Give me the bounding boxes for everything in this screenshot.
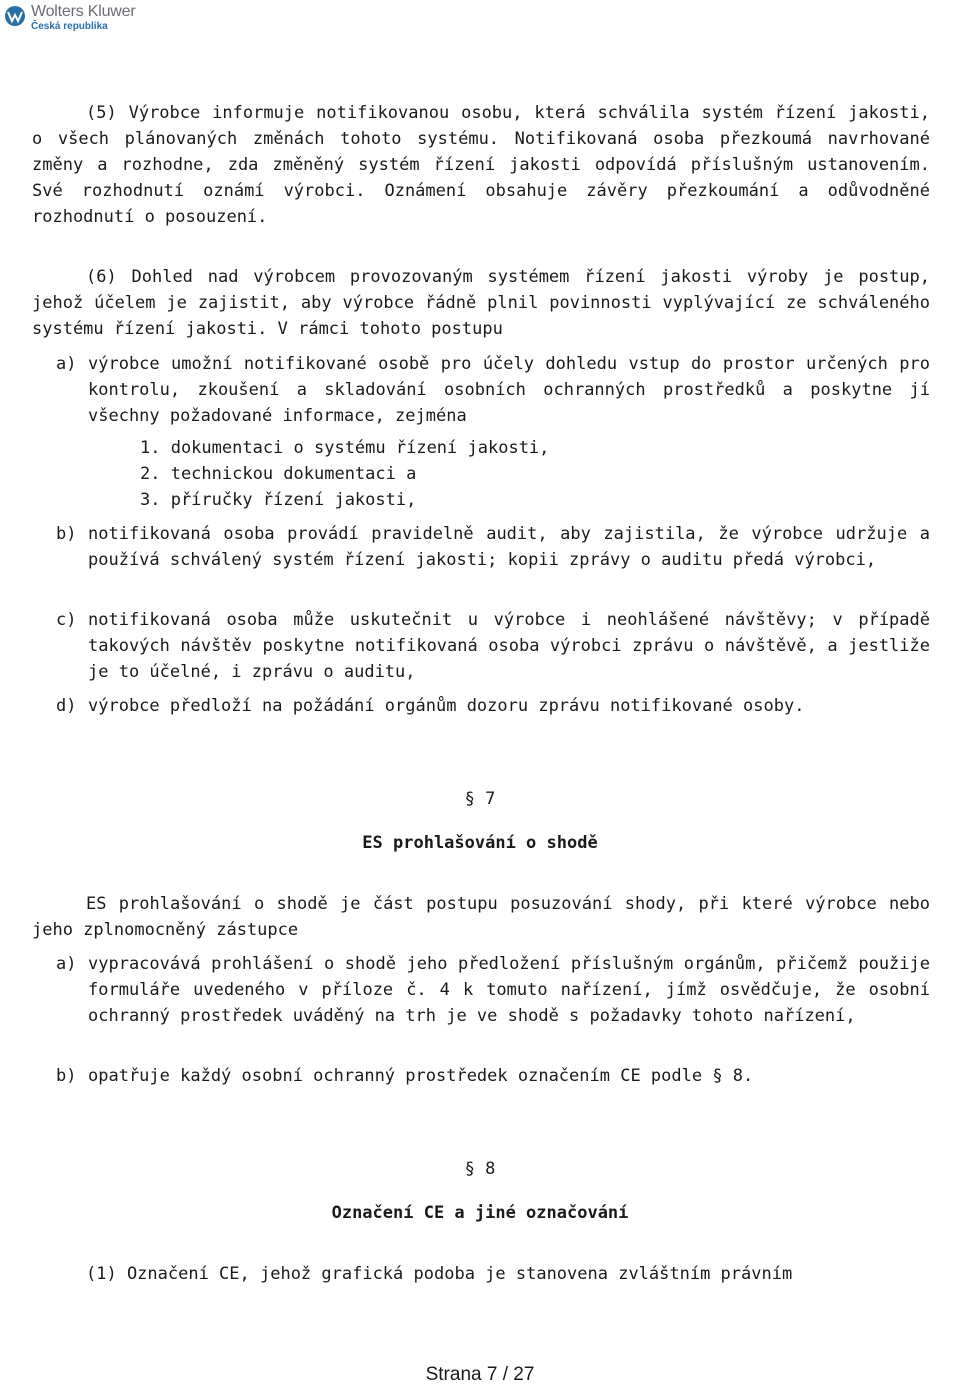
s7-list-item-a	[56, 951, 930, 1029]
list-item-label: a)	[56, 354, 77, 374]
paragraph-5: (5) Výrobce informuje notifikovanou osobu, která schválila systém řízení jakosti, o všech plánovaných změnách tohoto systému. Notifikovaná osoba přezkoumá navrhované změny a rozhodne, zda změněný systém řízení jakosti odpovídá příslušným ustanovením. Své rozhodnutí oznámí výrobci. Oznámení obsahuje závěry přezkoumání a odůvodněné rozhodnutí o posouzení.	[32, 103, 930, 227]
list-item-text: výrobce umožní notifikované osobě pro účely dohledu vstup do prostor určených pro kontrolu, zkoušení a skladování osobních ochranných prostředků a poskytne jí všechny požadované informace, zejména	[88, 354, 930, 426]
s7-list-item-b	[56, 1063, 930, 1089]
list-item-label: b)	[56, 524, 77, 544]
section-sign-7: § 7	[464, 789, 496, 809]
section-title-7: ES prohlašování o shodě	[362, 833, 598, 853]
section-title-8: Označení CE a jiné označování	[331, 1203, 629, 1223]
list-item-text: výrobce předloží na požádání orgánům dozoru zprávu notifikované osoby.	[88, 696, 805, 716]
list-item-text: notifikovaná osoba může uskutečnit u výrobce i neohlášené návštěvy; v případě takových návštěv poskytne notifikovaná osoba výrobci zprávu o návštěvě, a jestliže je to účelné, i zprávu o auditu,	[88, 610, 930, 682]
list-item-text: opatřuje každý osobní ochranný prostředek označením CE podle § 8.	[88, 1066, 754, 1086]
section-8-paragraph-1: (1) Označení CE, jehož grafická podoba je stanovena zvláštním právním	[86, 1264, 793, 1284]
section-7-intro: ES prohlašování o shodě je část postupu posuzování shody, při které výrobce nebo jeho zplnomocněný zástupce	[32, 894, 930, 940]
page-number: Strana 7 / 27	[425, 1364, 535, 1385]
list-item-text: vypracovává prohlášení o shodě jeho předložení příslušným orgánům, přičemž použije formuláře uvedeného v příloze č. 4 k tomuto nařízení, jímž osvědčuje, že osobní ochranný prostředek uváděný na trh je ve shodě s požadavky tohoto nařízení,	[88, 954, 930, 1026]
wolters-kluwer-logo-icon	[4, 5, 26, 27]
logo-name: Wolters Kluwer	[31, 3, 136, 20]
list-item-label: c)	[56, 610, 77, 630]
list-item-label: a)	[56, 954, 77, 974]
logo-subtitle: Česká republika	[31, 21, 108, 32]
list-item-a	[56, 351, 930, 429]
list-item-label: d)	[56, 696, 77, 716]
sub-item-2: 2. technickou dokumentaci a	[140, 464, 417, 484]
publisher-logo	[4, 4, 136, 32]
sub-item-1: 1. dokumentaci o systému řízení jakosti,	[140, 438, 550, 458]
section-sign-8: § 8	[464, 1159, 496, 1179]
sub-item-3: 3. příručky řízení jakosti,	[140, 490, 417, 510]
list-item-label: b)	[56, 1066, 77, 1086]
list-item-text: notifikovaná osoba provádí pravidelně audit, aby zajistila, že výrobce udržuje a používá schválený systém řízení jakosti; kopii zprávy o auditu předá výrobci,	[88, 524, 930, 570]
list-item-b	[56, 521, 930, 573]
list-item-d	[56, 693, 930, 719]
list-item-c	[56, 607, 930, 685]
paragraph-6: (6) Dohled nad výrobcem provozovaným systémem řízení jakosti výroby je postup, jehož účelem je zajistit, aby výrobce řádně plnil povinnosti vyplývající ze schváleného systému řízení jakosti. V rámci tohoto postupu	[32, 267, 930, 339]
